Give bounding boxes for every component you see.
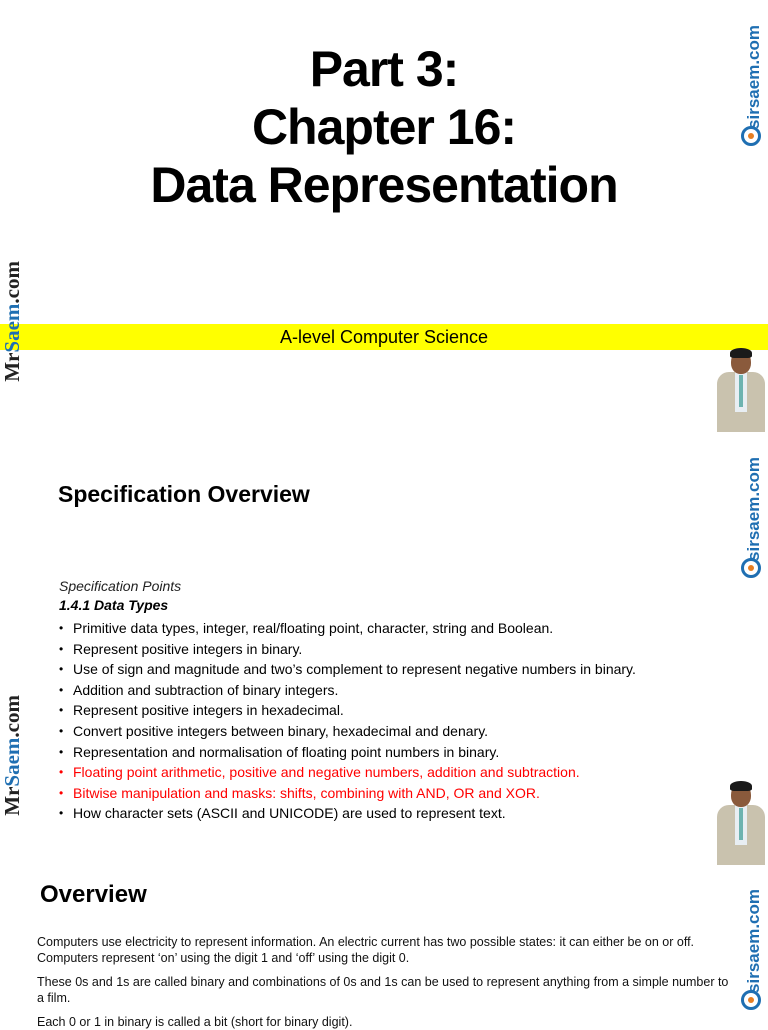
watermark-left-prefix: Mr — [0, 352, 24, 382]
spec-list-item: • Floating point arithmetic, positive and negative numbers, addition and subtraction. — [59, 762, 719, 783]
spec-list-item: • Addition and subtraction of binary integers. — [59, 680, 719, 701]
spec-heading: Specification Overview — [58, 481, 310, 507]
watermark-text: sirsaem.com — [744, 25, 763, 129]
watermark-left-1 — [0, 236, 26, 406]
sirsaem-logo-icon — [741, 990, 761, 1010]
title-line-part: Part 3: — [309, 41, 459, 97]
overview-paragraph: Computers use electricity to represent information. An electric current has two possible states: it can either be on or off. Computers represent ‘on’ using the digit 1 and ‘off’ using the digit 0. — [37, 935, 695, 965]
watermark-right-3 — [736, 876, 768, 1006]
overview-paragraph: Each 0 or 1 in binary is called a bit (short for binary digit). — [37, 1015, 353, 1029]
spec-list-item: • Primitive data types, integer, real/floating point, character, string and Boolean. — [59, 618, 719, 639]
title-line-topic: Data Representation — [150, 157, 618, 213]
spec-list-item: • Bitwise manipulation and masks: shifts, combining with AND, OR and XOR. — [59, 783, 719, 804]
watermark-left-accent: Saem — [0, 303, 24, 353]
watermark-left-suffix: .com — [0, 694, 24, 738]
presenter-photo — [714, 348, 768, 432]
presenter-photo — [714, 781, 768, 865]
title-line-chapter: Chapter 16: — [251, 99, 517, 155]
watermark-left-suffix: .com — [0, 260, 24, 304]
course-banner: A-level Computer Science — [0, 324, 768, 350]
watermark-right-2 — [736, 444, 768, 574]
spec-list — [59, 618, 719, 824]
spec-list-item: • How character sets (ASCII and UNICODE) are used to represent text. — [59, 803, 719, 824]
spec-list-item: • Representation and normalisation of floating point numbers in binary. — [59, 742, 719, 763]
watermark-left-prefix: Mr — [0, 786, 24, 816]
watermark-left-accent: Saem — [0, 737, 24, 787]
overview-paragraph: These 0s and 1s are called binary and combinations of 0s and 1s can be used to represent anything from a simple number to a film. — [37, 975, 729, 1005]
watermark-left-2 — [0, 670, 26, 840]
spec-list-item: • Use of sign and magnitude and two’s complement to represent negative numbers in binary. — [59, 659, 719, 680]
watermark-right-1 — [736, 12, 768, 142]
spec-list-item: • Represent positive integers in binary. — [59, 639, 719, 660]
sirsaem-logo-icon — [741, 558, 761, 578]
spec-subheading: 1.4.1 Data Types — [59, 597, 169, 613]
watermark-text: sirsaem.com — [744, 457, 763, 561]
title-slide-heading — [0, 40, 768, 214]
spec-list-item: • Convert positive integers between binary, hexadecimal and denary. — [59, 721, 719, 742]
watermark-text: sirsaem.com — [744, 889, 763, 993]
spec-list-item: • Represent positive integers in hexadecimal. — [59, 700, 719, 721]
sirsaem-logo-icon — [741, 126, 761, 146]
overview-heading: Overview — [40, 881, 147, 908]
spec-points-label: Specification Points — [59, 578, 182, 594]
